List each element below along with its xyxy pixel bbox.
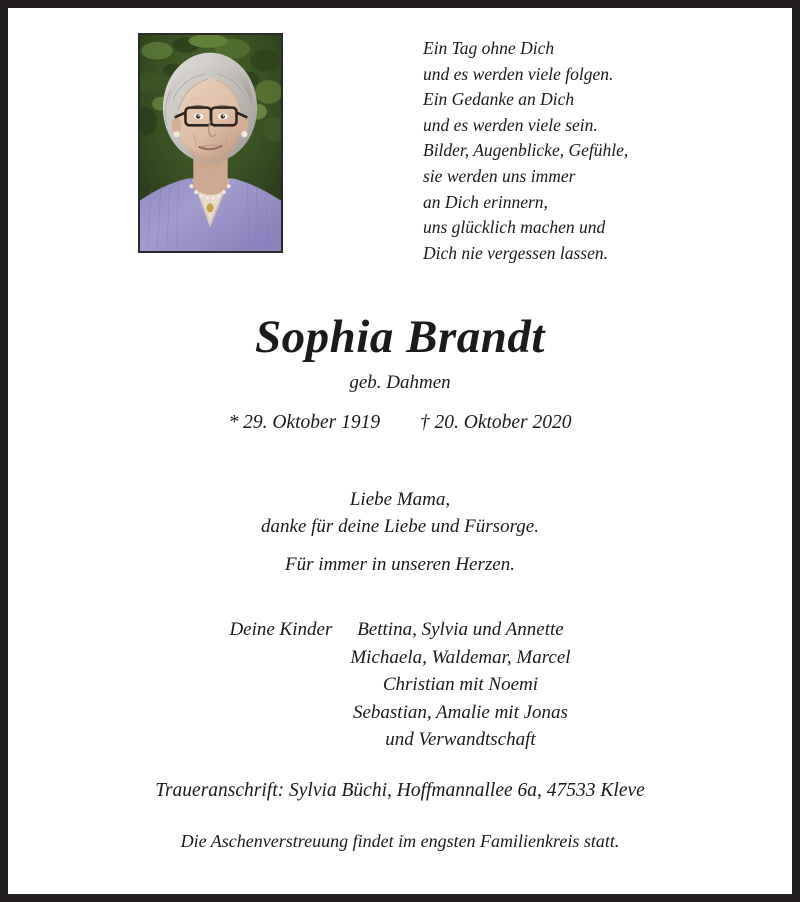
poem-line: und es werden viele sein. (423, 114, 598, 135)
poem-line: Ein Gedanke an Dich (423, 89, 575, 110)
poem-line: Ein Tag ohne Dich (423, 38, 555, 58)
life-dates (8, 412, 792, 434)
family-name-line: und Verwandtschaft (385, 729, 536, 750)
poem-line: Dich nie vergessen lassen. (423, 242, 608, 263)
deceased-name: Sophia Brandt (255, 311, 545, 363)
memorial-poem (423, 36, 753, 266)
tribute-line: Für immer in unseren Herzen. (285, 554, 515, 575)
tribute-line: Liebe Mama, (349, 489, 451, 510)
poem-line: uns glücklich machen und (423, 217, 606, 238)
poem-line: an Dich erinnern, (423, 191, 548, 212)
poem-line: Bilder, Augenblicke, Gefühle, (423, 140, 629, 161)
portrait-photo-image (140, 35, 281, 251)
family-inner (8, 616, 792, 754)
family-name-line: Bettina, Sylvia und Annette (357, 619, 564, 640)
birth-date: * 29. Oktober 1919 (228, 412, 381, 434)
family-block (8, 616, 792, 754)
closing-statement: Die Aschenverstreuung findet im engsten Familienkreis statt. (180, 831, 620, 851)
condolence-address: Traueranschrift: Sylvia Büchi, Hoffmannallee 6a, 47533 Kleve (155, 780, 645, 801)
family-label: Deine Kinder (229, 619, 333, 640)
deceased-name-block (8, 313, 792, 434)
family-name-line: Christian mit Noemi (382, 674, 539, 695)
poem-line: und es werden viele folgen. (423, 63, 614, 84)
family-name-line: Sebastian, Amalie mit Jonas (352, 701, 568, 723)
tribute-line: danke für deine Liebe und Fürsorge. (261, 516, 539, 537)
family-names (350, 616, 570, 754)
death-date: † 20. Oktober 2020 (419, 412, 572, 434)
family-name-line: Michaela, Waldemar, Marcel (350, 646, 571, 668)
maiden-name: geb. Dahmen (349, 372, 451, 394)
portrait-photo (138, 33, 283, 253)
poem-line: sie werden uns immer (423, 165, 576, 186)
notice-sheet (8, 8, 792, 894)
tribute-message (8, 486, 792, 578)
